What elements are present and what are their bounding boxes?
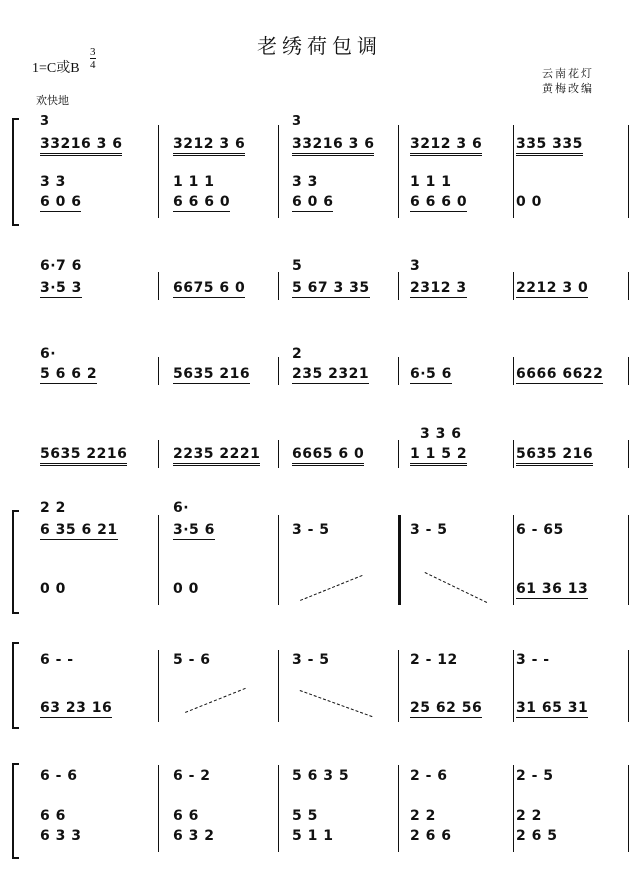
note-group: 6 0 6 xyxy=(40,194,82,210)
note-group: 6· xyxy=(173,500,190,516)
system-bracket xyxy=(12,510,19,614)
barline xyxy=(628,357,629,385)
note-group: 3 3 xyxy=(292,174,318,190)
barline xyxy=(158,515,159,605)
note-group: 5 xyxy=(292,258,303,274)
note-group: 2 - 5 xyxy=(516,768,554,784)
tempo-marking: 欢快地 xyxy=(36,94,69,107)
note-group: 3·5 3 xyxy=(40,280,82,296)
note-group: 6 35 6 21 xyxy=(40,522,118,538)
barline xyxy=(513,650,514,722)
note-group: 33216 3 6 xyxy=(40,136,122,156)
key-signature: 1=C或B xyxy=(32,61,80,76)
note-group: 6 - 6 xyxy=(40,768,78,784)
note-group: 2 6 5 xyxy=(516,828,558,844)
barline xyxy=(628,515,629,605)
note-group: 6666 6622 xyxy=(516,366,604,382)
note-group: 5 67 3 35 xyxy=(292,280,370,296)
barline xyxy=(513,357,514,385)
barline xyxy=(628,765,629,852)
note-group: 6 6 xyxy=(40,808,66,824)
credit-arranger: 黄梅改编 xyxy=(542,82,594,95)
note-group: 0 0 xyxy=(173,581,199,597)
credits xyxy=(542,66,594,96)
time-signature xyxy=(90,46,96,71)
barline xyxy=(398,515,401,605)
note-group: 3 - 5 xyxy=(292,522,330,538)
note-group: 6675 6 0 xyxy=(173,280,246,296)
time-signature-bottom: 4 xyxy=(90,59,96,71)
note-group: 6 6 6 0 xyxy=(173,194,231,210)
note-group: 6· xyxy=(40,346,57,362)
barline xyxy=(513,440,514,468)
barline xyxy=(158,357,159,385)
note-group: 3212 3 6 xyxy=(410,136,482,156)
barline xyxy=(513,125,514,218)
note-group: 2 - 6 xyxy=(410,768,448,784)
barline xyxy=(158,440,159,468)
barline xyxy=(628,125,629,218)
note-group: 6·7 6 xyxy=(40,258,82,274)
glissando-line xyxy=(425,572,487,603)
note-group: 6 - 2 xyxy=(173,768,211,784)
note-group: 3212 3 6 xyxy=(173,136,245,156)
note-group: 3·5 6 xyxy=(173,522,215,538)
note-group: 2235 2221 xyxy=(173,446,260,466)
note-group: 25 62 56 xyxy=(410,700,483,716)
note-group: 5635 216 xyxy=(173,366,251,382)
barline xyxy=(398,765,399,852)
note-group: 2 2 xyxy=(40,500,66,516)
note-group: 2212 3 0 xyxy=(516,280,589,296)
barline xyxy=(398,440,399,468)
barline xyxy=(513,272,514,300)
barline xyxy=(278,650,279,722)
note-group: 3 - 5 xyxy=(292,652,330,668)
note-group: 5 1 1 xyxy=(292,828,334,844)
note-group: 2 - 12 xyxy=(410,652,458,668)
note-group: 6 6 6 0 xyxy=(410,194,468,210)
time-signature-top: 3 xyxy=(90,46,96,58)
note-group: 6665 6 0 xyxy=(292,446,364,466)
barline xyxy=(398,357,399,385)
note-group: 5 - 6 xyxy=(173,652,211,668)
barline xyxy=(398,650,399,722)
note-group: 3 - - xyxy=(516,652,550,668)
note-group: 0 0 xyxy=(516,194,542,210)
barline xyxy=(158,650,159,722)
barline xyxy=(398,125,399,218)
note-group: 6 3 2 xyxy=(173,828,215,844)
barline xyxy=(628,272,629,300)
upper-octave-mark: 3 xyxy=(292,114,302,129)
note-group: 3 3 6 xyxy=(420,426,462,442)
barline xyxy=(158,125,159,218)
note-group: 1 1 1 xyxy=(410,174,452,190)
note-group: 6 - - xyxy=(40,652,74,668)
note-group: 6 - 65 xyxy=(516,522,564,538)
barline xyxy=(398,272,399,300)
note-group: 2 2 xyxy=(516,808,542,824)
note-group: 6 3 3 xyxy=(40,828,82,844)
note-group: 235 2321 xyxy=(292,366,370,382)
note-group: 335 335 xyxy=(516,136,583,156)
note-group: 2312 3 xyxy=(410,280,467,296)
system-bracket xyxy=(12,118,19,226)
barline xyxy=(278,765,279,852)
note-group: 63 23 16 xyxy=(40,700,113,716)
glissando-line xyxy=(300,575,362,601)
note-group: 5 6 3 5 xyxy=(292,768,350,784)
note-group: 5635 216 xyxy=(516,446,593,466)
song-title: 老绣荷包调 xyxy=(257,34,382,58)
credit-source: 云南花灯 xyxy=(542,67,594,80)
note-group: 3 - 5 xyxy=(410,522,448,538)
note-group: 5 5 xyxy=(292,808,318,824)
system-bracket xyxy=(12,642,19,729)
note-group: 2 2 xyxy=(410,808,436,824)
barline xyxy=(278,357,279,385)
note-group: 5 6 6 2 xyxy=(40,366,98,382)
barline xyxy=(158,272,159,300)
note-group: 1 1 5 2 xyxy=(410,446,467,466)
note-group: 6 6 xyxy=(173,808,199,824)
glissando-line xyxy=(300,690,372,717)
glissando-line xyxy=(185,688,245,713)
note-group: 3 3 xyxy=(40,174,66,190)
barline xyxy=(158,765,159,852)
barline xyxy=(513,765,514,852)
barline xyxy=(628,650,629,722)
barline xyxy=(278,440,279,468)
barline xyxy=(278,515,279,605)
barline xyxy=(278,272,279,300)
note-group: 33216 3 6 xyxy=(292,136,374,156)
note-group: 6 0 6 xyxy=(292,194,334,210)
note-group: 5635 2216 xyxy=(40,446,127,466)
note-group: 3 xyxy=(410,258,421,274)
note-group: 2 xyxy=(292,346,303,362)
note-group: 61 36 13 xyxy=(516,581,589,597)
note-group: 31 65 31 xyxy=(516,700,589,716)
barline xyxy=(278,125,279,218)
note-group: 0 0 xyxy=(40,581,66,597)
note-group: 1 1 1 xyxy=(173,174,215,190)
barline xyxy=(628,440,629,468)
note-group: 6·5 6 xyxy=(410,366,452,382)
system-bracket xyxy=(12,763,19,859)
note-group: 2 6 6 xyxy=(410,828,452,844)
barline xyxy=(513,515,514,605)
upper-octave-mark: 3 xyxy=(40,114,50,129)
